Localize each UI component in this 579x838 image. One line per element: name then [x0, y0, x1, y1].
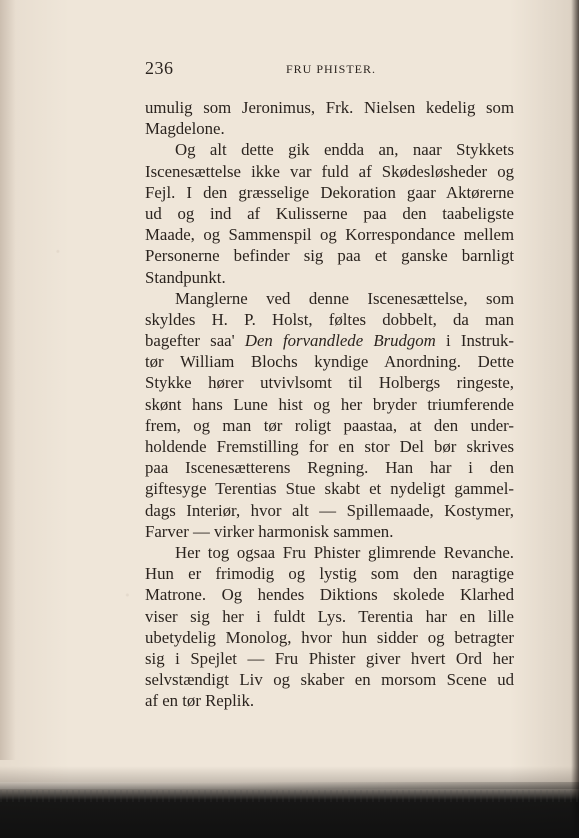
text-line: af en tør Replik. — [145, 691, 255, 711]
text-line: Matrone. Og hendes Diktions skolede Klarhed — [145, 585, 514, 605]
right-page-edge — [571, 0, 579, 838]
text-line: ud og ind af Kulisserne paa den taabeligste — [145, 203, 514, 223]
running-title: FRU PHISTER. — [286, 62, 377, 76]
text-line: dags Interiør, hvor alt — Spillemaade, Kostymer, — [145, 500, 514, 520]
line-suffix: i Instruk- — [435, 331, 514, 351]
page-number: 236 — [145, 58, 174, 78]
text-line: holdende Fremstilling for en stor Del bør skrives — [145, 437, 514, 456]
page-text — [145, 97, 514, 711]
text-line: skyldes H. P. Holst, føltes dobbelt, da man — [145, 309, 514, 329]
paragraph-start-line: Her tog ogsaa Fru Phister glimrende Revanche. — [175, 542, 514, 562]
text-line: umulig som Jeronimus, Frk. Nielsen kedelig som — [145, 98, 514, 117]
text-line: tør William Blochs kyndige Anordning. Dette — [145, 352, 514, 372]
left-page-edge — [0, 0, 16, 760]
text-line: Magdelone. — [145, 119, 225, 139]
text-line: Standpunkt. — [145, 267, 226, 287]
paragraph-start-line: Og alt dette gik endda an, naar Stykkets — [175, 140, 514, 160]
play-title: Den forvandlede Brudgom — [244, 331, 436, 351]
text-line: paa Iscenesætterens Regning. Han har i den — [145, 458, 514, 478]
text-line: sig i Spejlet — Fru Phister giver hvert Ord her — [145, 648, 514, 668]
text-line: Hun er frimodig og lystig som den naragtige — [145, 564, 514, 584]
text-line: Maade, og Sammenspil og Korrespondance mellem — [145, 225, 514, 245]
text-line: ubetydelig Monolog, hvor hun sidder og betragter — [145, 627, 514, 647]
paragraph-start-line: Manglerne ved denne Iscenesættelse, som — [175, 288, 514, 308]
title-reference-line — [145, 330, 514, 351]
text-line: viser sig her i fuldt Lys. Terentia har en lille — [145, 606, 514, 626]
text-line: Personerne befinder sig paa et ganske barnligt — [145, 246, 514, 266]
page-header — [145, 58, 515, 78]
line-prefix: bagefter saa' — [145, 331, 245, 351]
bottom-scan-shadow — [0, 766, 579, 838]
text-line: giftesyge Terentias Stue skabt et nydeligt gammel- — [145, 479, 514, 499]
text-line: Fejl. I den græsselige Dekoration gaar Aktørerne — [145, 182, 514, 202]
text-line: frem, og man tør roligt paastaa, at den under- — [145, 415, 514, 435]
text-line: Stykke hører utvivlsomt til Holbergs ringeste, — [145, 373, 514, 393]
text-line: selvstændigt Liv og skaber en morsom Scene ud — [145, 670, 514, 690]
text-line: skønt hans Lune hist og her bryder triumferende — [145, 394, 514, 414]
text-line: Iscenesættelse ikke var fuld af Skødesløsheder og — [145, 161, 514, 181]
text-line: Farver — virker harmonisk sammen. — [145, 521, 394, 541]
